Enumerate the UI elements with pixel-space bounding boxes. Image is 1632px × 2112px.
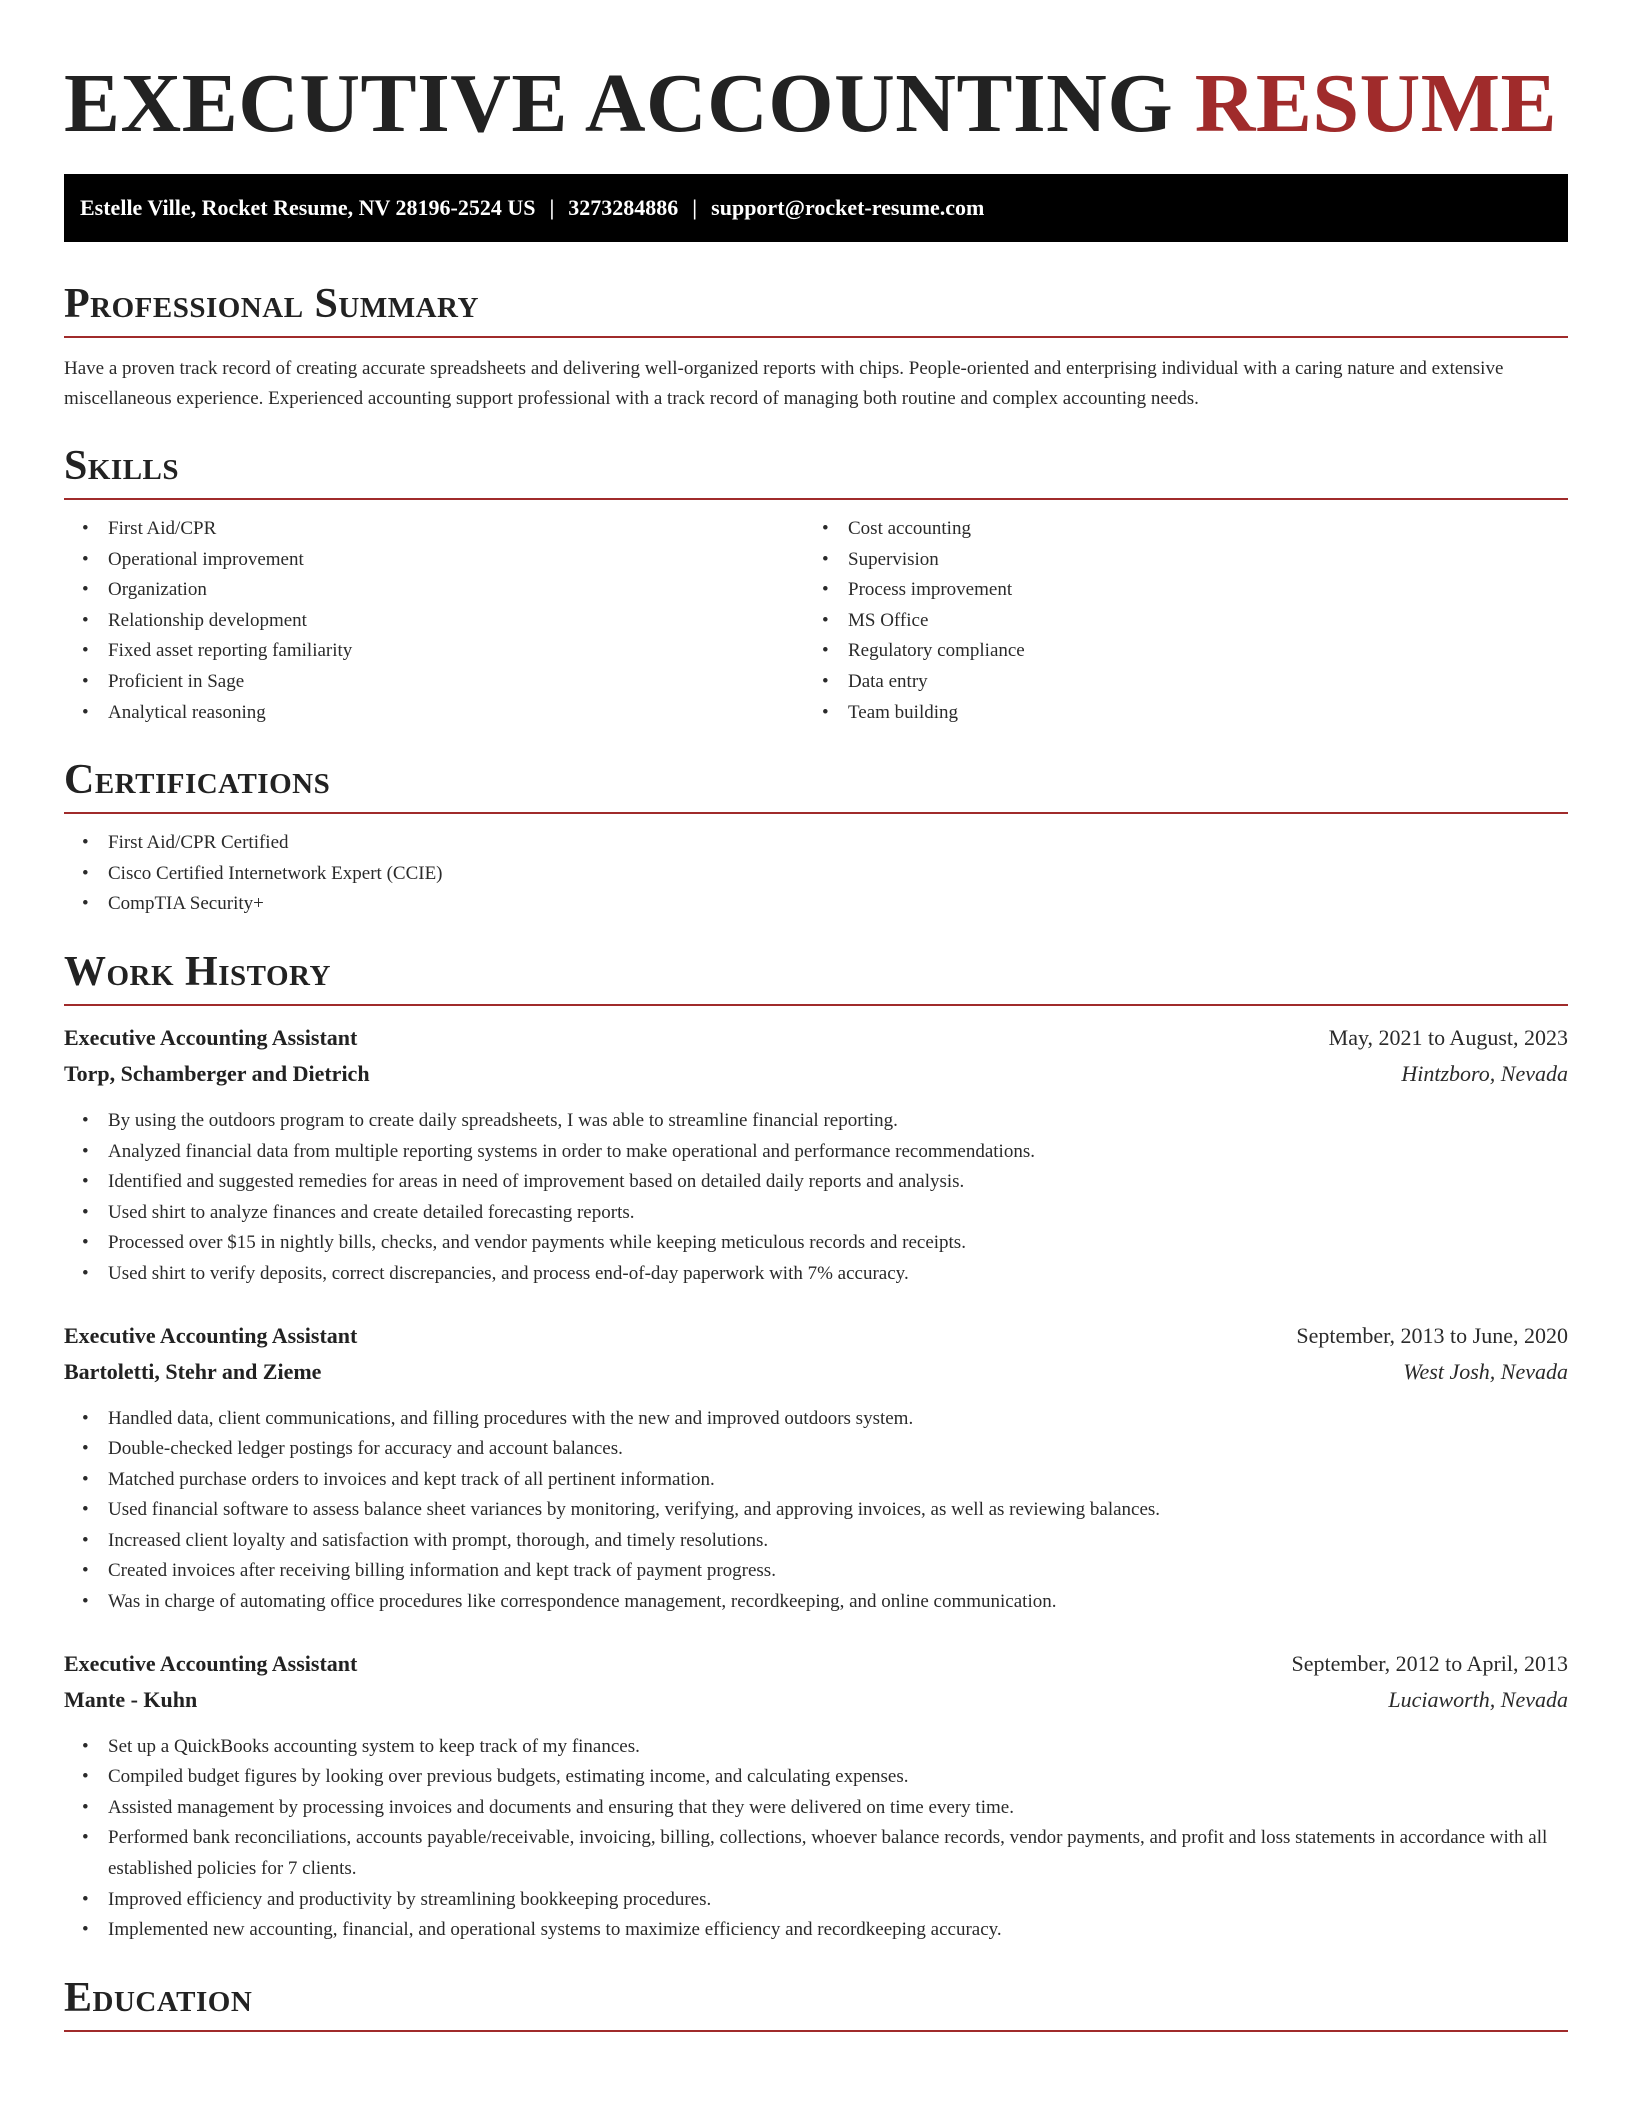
title-main: EXECUTIVE ACCOUNTING [64,57,1195,150]
job-bullet: • By using the outdoors program to create daily spreadsheets, I was able to streamline financial reporting. [64,1106,1568,1137]
contact-bar [64,174,1568,242]
job-bullet: • Matched purchase orders to invoices and kept track of all pertinent information. [64,1465,1568,1496]
job-header-row [64,1020,1568,1056]
job-company-row [64,1682,1568,1718]
job-location: Hintzboro, Nevada [1401,1060,1568,1086]
job-bullet: • Handled data, client communications, and filling procedures with the new and improved outdoors system. [64,1404,1568,1435]
summary-section [64,278,1568,414]
summary-text: Have a proven track record of creating accurate spreadsheets and delivering well-organized reports with chips. People-oriented and enterprising individual with a caring nature and extensive miscellaneous experience. Experienced accounting support professional with a track record of managing both routine and complex accounting needs. [64,358,1504,409]
job-bullet: • Used shirt to analyze finances and create detailed forecasting reports. [64,1198,1568,1229]
job-bullet: • Analyzed financial data from multiple reporting systems in order to make operational and performance recommendations. [64,1137,1568,1168]
certification-item: • CompTIA Security+ [64,889,1568,920]
job-title: Executive Accounting Assistant [64,1322,358,1348]
skills-list-left [64,514,804,728]
job-header-row [64,1318,1568,1354]
job-entry [64,1020,1568,1290]
job-title: Executive Accounting Assistant [64,1024,358,1050]
title-accent: RESUME [1194,57,1558,150]
job-bullet: • Created invoices after receiving billing information and kept track of payment progress. [64,1556,1568,1587]
job-bullet: • Used financial software to assess balance sheet variances by monitoring, verifying, and approving invoices, as well as reviewing balances. [64,1495,1568,1526]
job-location: West Josh, Nevada [1403,1358,1568,1384]
job-header-row [64,1646,1568,1682]
resume-title [64,0,1568,150]
certification-item: • First Aid/CPR Certified [64,828,1568,859]
skill-item: • First Aid/CPR [64,514,804,545]
contact-address: Estelle Ville, Rocket Resume, NV 28196-2524 US [80,195,536,220]
work-history-section [64,946,1568,1946]
skill-item: • Supervision [804,545,1544,576]
job-entry [64,1318,1568,1618]
job-bullet: • Implemented new accounting, financial, and operational systems to maximize efficiency and recordkeeping accuracy. [64,1915,1568,1946]
certifications-heading: Certifications [64,754,1568,814]
job-title: Executive Accounting Assistant [64,1650,358,1676]
skill-item: • Fixed asset reporting familiarity [64,636,804,667]
job-bullet: • Used shirt to verify deposits, correct discrepancies, and process end-of-day paperwork with 7% accuracy. [64,1259,1568,1290]
skill-item: • Relationship development [64,606,804,637]
skills-section [64,440,1568,728]
job-bullets [64,1404,1568,1618]
skill-item: • Analytical reasoning [64,698,804,729]
skill-item: • Cost accounting [804,514,1544,545]
job-bullet: • Identified and suggested remedies for areas in need of improvement based on detailed daily reports and analysis. [64,1167,1568,1198]
job-location: Luciaworth, Nevada [1388,1686,1568,1712]
skill-item: • Regulatory compliance [804,636,1544,667]
job-bullet: • Performed bank reconciliations, accounts payable/receivable, invoicing, billing, collections, whoever balance records, vendor payments, and profit and loss statements in accordance with all established policies for 7 clients. [64,1823,1568,1884]
job-dates: September, 2012 to April, 2013 [1291,1650,1568,1676]
contact-email: support@rocket-resume.com [711,195,985,220]
skills-list-right [804,514,1544,728]
job-bullet: • Compiled budget figures by looking over previous budgets, estimating income, and calculating expenses. [64,1762,1568,1793]
job-bullet: • Improved efficiency and productivity by streamlining bookkeeping procedures. [64,1885,1568,1916]
summary-heading: Professional Summary [64,278,1568,338]
job-company-row [64,1056,1568,1092]
skill-item: • Proficient in Sage [64,667,804,698]
job-company-row [64,1354,1568,1390]
job-dates: September, 2013 to June, 2020 [1296,1322,1568,1348]
contact-separator: | [549,195,555,220]
job-entry [64,1646,1568,1946]
job-bullet: • Double-checked ledger postings for accuracy and account balances. [64,1434,1568,1465]
education-section [64,1972,1568,2032]
skill-item: • Data entry [804,667,1544,698]
job-bullet: • Processed over $15 in nightly bills, checks, and vendor payments while keeping meticulous records and receipts. [64,1228,1568,1259]
skill-item: • Organization [64,575,804,606]
work-history-heading: Work History [64,946,1568,1006]
certification-item: • Cisco Certified Internetwork Expert (CCIE) [64,859,1568,890]
certifications-section [64,754,1568,920]
job-company: Torp, Schamberger and Dietrich [64,1060,370,1086]
skill-item: • Operational improvement [64,545,804,576]
skill-item: • Process improvement [804,575,1544,606]
job-bullet: • Increased client loyalty and satisfaction with prompt, thorough, and timely resolutions. [64,1526,1568,1557]
job-bullet: • Set up a QuickBooks accounting system to keep track of my finances. [64,1732,1568,1763]
skills-grid [64,500,1568,728]
education-heading: Education [64,1972,1568,2032]
certifications-list [64,828,1568,920]
job-dates: May, 2021 to August, 2023 [1328,1024,1568,1050]
skill-item: • MS Office [804,606,1544,637]
skills-heading: Skills [64,440,1568,500]
job-bullets [64,1106,1568,1290]
contact-separator: | [692,195,698,220]
job-bullet: • Assisted management by processing invoices and documents and ensuring that they were delivered on time every time. [64,1793,1568,1824]
job-bullet: • Was in charge of automating office procedures like correspondence management, recordkeeping, and online communication. [64,1587,1568,1618]
skill-item: • Team building [804,698,1544,729]
job-company: Mante - Kuhn [64,1686,198,1712]
job-bullets [64,1732,1568,1946]
contact-phone: 3273284886 [568,195,679,220]
job-company: Bartoletti, Stehr and Zieme [64,1358,322,1384]
